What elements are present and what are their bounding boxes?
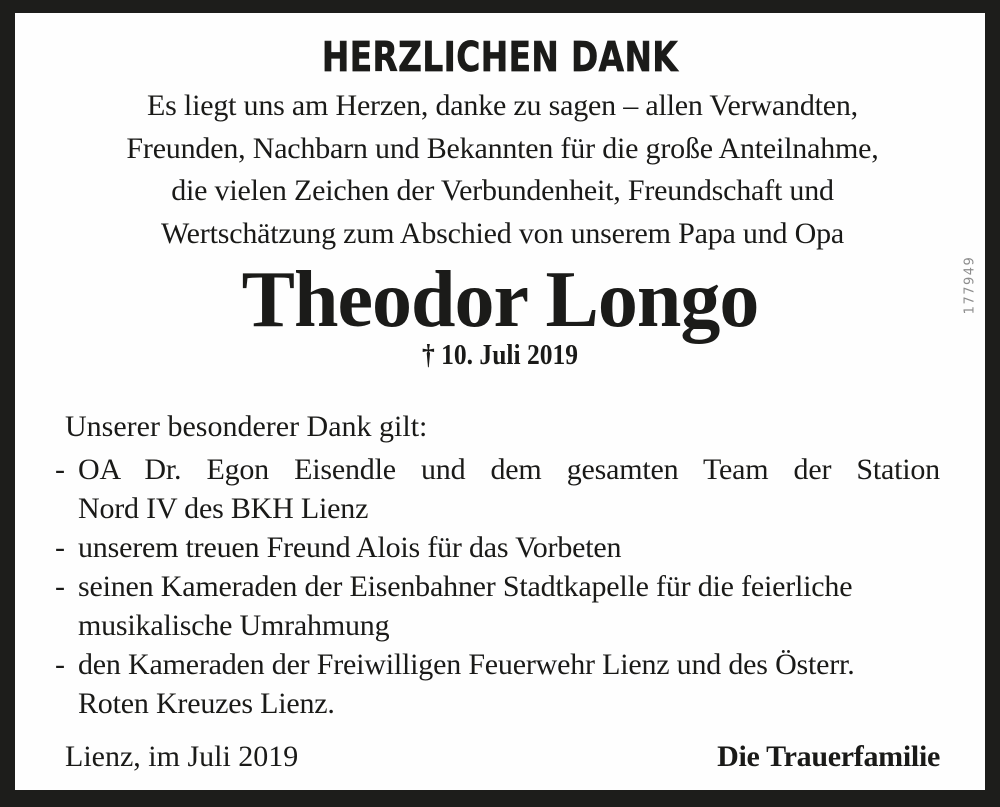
- signature: Die Trauerfamilie: [717, 740, 940, 773]
- deceased-name: Theodor Longo: [241, 256, 759, 344]
- page-title: HERZLICHEN DANK: [321, 33, 679, 81]
- footer: [65, 738, 940, 776]
- list-bullet: -: [55, 531, 65, 564]
- list-bullet: -: [55, 570, 65, 603]
- order-number: 177949: [962, 255, 978, 315]
- list-bullet: -: [55, 648, 65, 681]
- list-item-text: [78, 567, 940, 645]
- list-item: [55, 450, 940, 528]
- thanks-list: [55, 450, 940, 723]
- list-item-line: musikalische Umrahmung: [78, 609, 390, 642]
- list-item: [55, 645, 940, 723]
- list-bullet: -: [55, 453, 65, 486]
- list-item-line: Roten Kreuzes Lienz.: [78, 687, 335, 720]
- list-item-line: unserem treuen Freund Alois für das Vorbeten: [78, 531, 622, 564]
- list-item-line: OA Dr. Egon Eisendle und dem gesamten Team der Station: [78, 453, 940, 486]
- list-item-line: Nord IV des BKH Lienz: [78, 492, 369, 525]
- list-item-text: [78, 645, 940, 723]
- intro-line: Es liegt uns am Herzen, danke zu sagen – allen Verwandten,: [147, 89, 858, 122]
- intro-line: Wertschätzung zum Abschied von unserem Papa und Opa: [160, 216, 845, 250]
- intro-line: Freunden, Nachbarn und Bekannten für die große Anteilnahme,: [126, 131, 879, 165]
- list-item-text: [78, 450, 940, 528]
- list-item: [55, 567, 940, 645]
- intro-paragraph: [63, 85, 942, 255]
- intro-line: die vielen Zeichen der Verbundenheit, Freundschaft und: [171, 174, 834, 207]
- obituary-card: [15, 13, 985, 790]
- list-item-line: seinen Kameraden der Eisenbahner Stadtkapelle für die feierliche: [78, 570, 853, 603]
- list-item: [55, 528, 940, 567]
- place-date: Lienz, im Juli 2019: [65, 740, 299, 773]
- thanks-heading: Unserer besonderer Dank gilt:: [65, 410, 428, 443]
- death-date: † 10. Juli 2019: [422, 339, 578, 371]
- list-item-line: den Kameraden der Freiwilligen Feuerwehr Lienz und des Österr.: [78, 648, 855, 681]
- list-item-text: [78, 528, 940, 567]
